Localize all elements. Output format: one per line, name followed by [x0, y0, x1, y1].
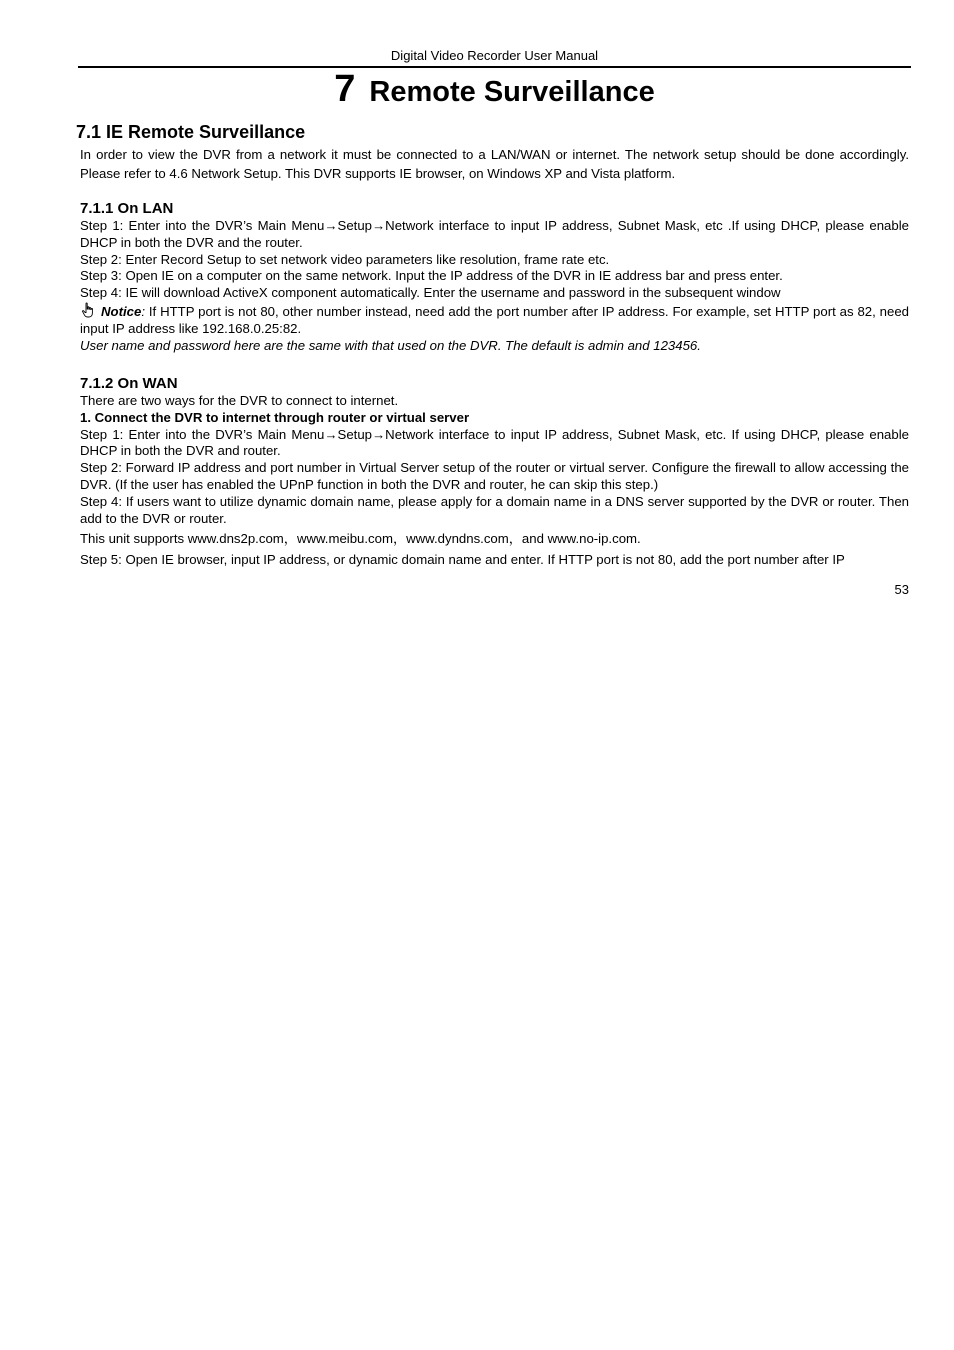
chapter-title — [78, 68, 911, 111]
notice-paragraph — [80, 302, 909, 338]
supported-ddns-list: This unit supports www.dns2p.com，www.meibu.com，www.dyndns.com，and www.no-ip.com. — [80, 531, 641, 547]
wan-step-4: Step 4: If users want to utilize dynamic domain name, please apply for a domain name in a DNS server supported by the DVR or router. Then add to the DVR or router. — [80, 493, 909, 526]
credentials-note: User name and password here are the same with that used on the DVR. The default is admin and 123456. — [80, 337, 701, 353]
section-7-1-intro: In order to view the DVR from a network it must be connected to a LAN/WAN or internet. The network setup should be done accordingly. Please refer to 4.6 Network Setup. This DVR supports IE browser, on Windows XP and Vista platform. — [80, 147, 909, 181]
notice-label: Notice — [101, 303, 142, 319]
lan-step-4: Step 4: IE will download ActiveX component automatically. Enter the username and password in the subsequent window — [80, 285, 781, 301]
wan-intro: There are two ways for the DVR to connect to internet. — [80, 393, 399, 408]
pointing-hand-icon — [80, 302, 96, 318]
wan-step-1: Step 1: Enter into the DVR’s Main Menu→Setup→Network interface to input IP address, Subnet Mask, etc. If using DHCP, please enable DHCP in both the DVR and router. — [80, 426, 909, 459]
notice-colon: : — [141, 303, 145, 319]
section-7-1-2 — [80, 375, 909, 569]
section-heading-7-1: 7.1 IE Remote Surveillance — [76, 122, 306, 142]
notice-text: If HTTP port is not 80, other number instead, need add the port number after IP address. For example, set HTTP port as 82, need input IP address like 192.168.0.25:82. — [80, 303, 909, 336]
lan-step-1: Step 1: Enter into the DVR’s Main Menu→Setup→Network interface to input IP address, Subnet Mask, etc .If using DHCP, please enable DHCP in both the DVR and the router. — [80, 218, 909, 250]
page-number: 53 — [894, 582, 909, 597]
section-7-1-1 — [80, 200, 909, 354]
section-heading-7-1-1: 7.1.1 On LAN — [80, 200, 174, 217]
wan-step-2: Step 2: Forward IP address and port number in Virtual Server setup of the router or virtual server. Configure the firewall to allow accessing the DVR. (If the user has enabled the UPnP function in both the DVR and router, he can skip this step.) — [80, 460, 909, 492]
lan-step-3: Step 3: Open IE on a computer on the same network. Input the IP address of the DVR in IE address bar and press enter. — [80, 268, 783, 284]
wan-step-5: Step 5: Open IE browser, input IP address, or dynamic domain name and enter. If HTTP port is not 80, add the port number after IP — [80, 552, 845, 568]
section-7-1-body — [80, 145, 909, 183]
section-heading-7-1-2: 7.1.2 On WAN — [80, 375, 178, 392]
lan-step-2: Step 2: Enter Record Setup to set network video parameters like resolution, frame rate etc. — [80, 251, 610, 267]
chapter-number: 7 — [334, 68, 356, 110]
wan-subheading: 1. Connect the DVR to internet through router or virtual server — [80, 409, 470, 425]
chapter-heading: Remote Surveillance — [369, 76, 655, 108]
running-header: Digital Video Recorder User Manual — [390, 48, 599, 63]
